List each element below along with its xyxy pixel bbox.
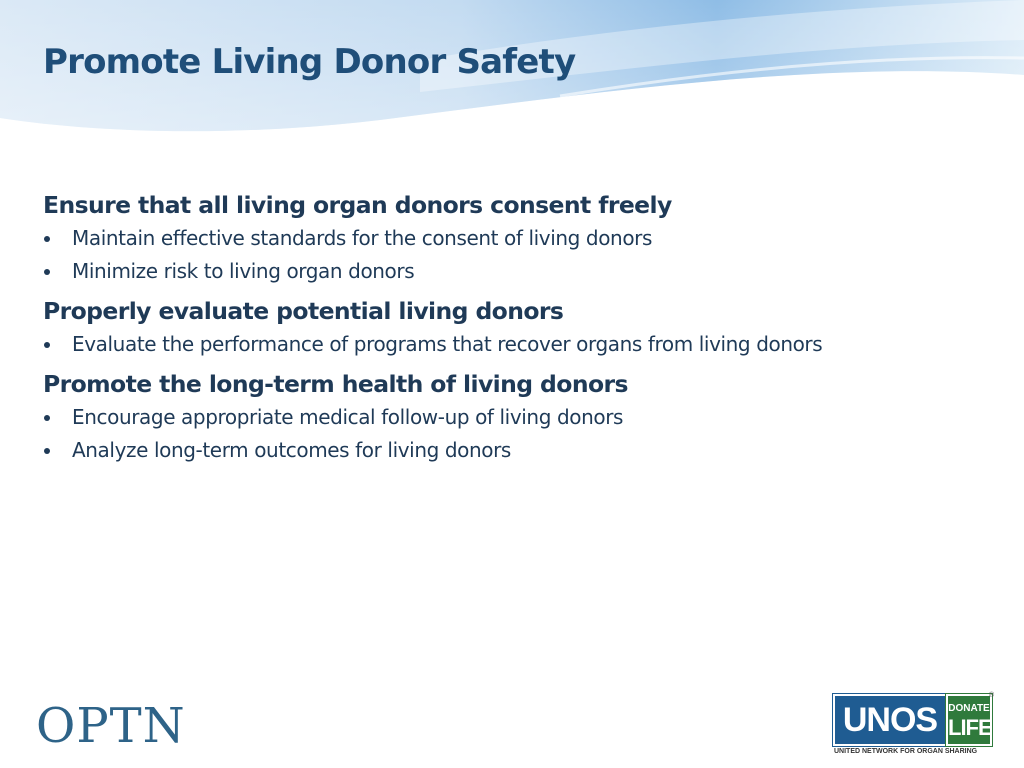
bullet-list [43,222,993,288]
bullet-text: Maintain effective standards for the consent of living donors [72,226,653,250]
section-heading: Ensure that all living organ donors consent freely [43,191,672,219]
section-evaluate [43,294,993,361]
bullet-item [43,222,993,255]
bullet-text: Minimize risk to living organ donors [72,259,415,283]
bullet-icon [44,236,50,242]
slide-content [43,188,993,473]
optn-logo: OPTN [36,698,186,754]
bullet-icon [44,342,50,348]
unos-logo [833,694,993,760]
bullet-list [43,401,993,467]
bullet-item [43,328,993,361]
section-heading: Properly evaluate potential living donors [43,297,564,325]
unos-tagline: UNITED NETWORK FOR ORGAN SHARING [834,748,978,755]
bullet-icon [44,415,50,421]
bullet-list [43,328,993,361]
bullet-icon [44,269,50,275]
bullet-text: Encourage appropriate medical follow-up of living donors [72,405,624,429]
section-consent [43,188,993,288]
bullet-text: Evaluate the performance of programs that recover organs from living donors [72,332,823,356]
bullet-icon [44,448,50,454]
bullet-item [43,401,993,434]
unos-logo-name: UNOS [833,694,947,746]
registered-mark: ® [989,692,995,699]
donate-label: DONATE [948,703,990,714]
bullet-item [43,434,993,467]
bullet-item [43,255,993,288]
donate-life-badge [946,692,995,746]
section-long-term-health [43,367,993,467]
life-label: LIFE [948,715,992,740]
section-heading: Promote the long-term health of living donors [43,370,628,398]
slide-title: Promote Living Donor Safety [43,42,576,82]
bullet-text: Analyze long-term outcomes for living donors [72,438,511,462]
